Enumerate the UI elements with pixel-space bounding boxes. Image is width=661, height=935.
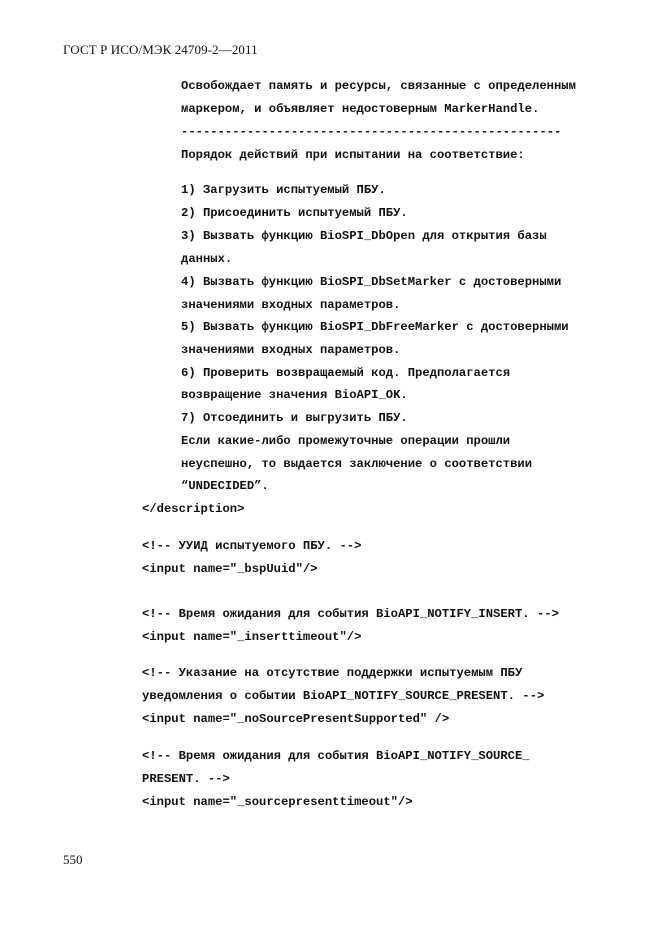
text-line: Порядок действий при испытании на соответствие: xyxy=(181,148,525,162)
text-line: Освобождает память и ресурсы, связанные с определенным xyxy=(181,79,576,93)
code-line: <!-- Время ожидания для события BioAPI_NOTIFY_SOURCE_ xyxy=(142,749,530,763)
code-line: <input name="_inserttimeout"/> xyxy=(142,630,362,644)
text-line: Если какие-либо промежуточные операции прошли xyxy=(181,434,511,448)
text-line: 5) Вызвать функцию BioSPI_DbFreeMarker с достоверными xyxy=(181,320,569,334)
page-number: 550 xyxy=(63,852,83,867)
code-line: PRESENT. --> xyxy=(142,772,230,786)
code-line: <!-- Указание на отсутствие поддержки испытуемым ПБУ xyxy=(142,666,523,680)
text-line: 6) Проверить возвращаемый код. Предполагается xyxy=(181,366,511,380)
text-line: значениями входных параметров. xyxy=(181,343,401,357)
text-line: “UNDECIDED”. xyxy=(181,479,269,493)
code-line: уведомления о событии BioAPI_NOTIFY_SOURCE_PRESENT. --> xyxy=(142,689,545,703)
text-line: 4) Вызвать функцию BioSPI_DbSetMarker с достоверными xyxy=(181,275,562,289)
text-line: 2) Присоединить испытуемый ПБУ. xyxy=(181,206,408,220)
document-header: ГОСТ Р ИСО/МЭК 24709-2—2011 xyxy=(63,42,258,57)
text-line: значениями входных параметров. xyxy=(181,298,401,312)
code-line: <input name="_sourcepresenttimeout"/> xyxy=(142,795,413,809)
code-line: <!-- Время ожидания для события BioAPI_NOTIFY_INSERT. --> xyxy=(142,607,559,621)
text-line: данных. xyxy=(181,252,233,266)
code-line: <input name="_noSourcePresentSupported" /> xyxy=(142,712,450,726)
text-line: неуспешно, то выдается заключение о соответствии xyxy=(181,457,533,471)
text-line: 1) Загрузить испытуемый ПБУ. xyxy=(181,183,386,197)
text-line: 7) Отсоединить и выгрузить ПБУ. xyxy=(181,411,408,425)
text-line: 3) Вызвать функцию BioSPI_DbOpen для открытия базы xyxy=(181,229,547,243)
code-line: </description> xyxy=(142,502,245,516)
text-line: маркером, и объявляет недостоверным MarkerHandle. xyxy=(181,102,540,116)
code-line: <input name="_bspUuid"/> xyxy=(142,562,318,576)
separator-line: ---------------------------------------------------- xyxy=(181,125,562,139)
text-line: возвращение значения BioAPI_OK. xyxy=(181,388,408,402)
code-line: <!-- УУИД испытуемого ПБУ. --> xyxy=(142,539,362,553)
